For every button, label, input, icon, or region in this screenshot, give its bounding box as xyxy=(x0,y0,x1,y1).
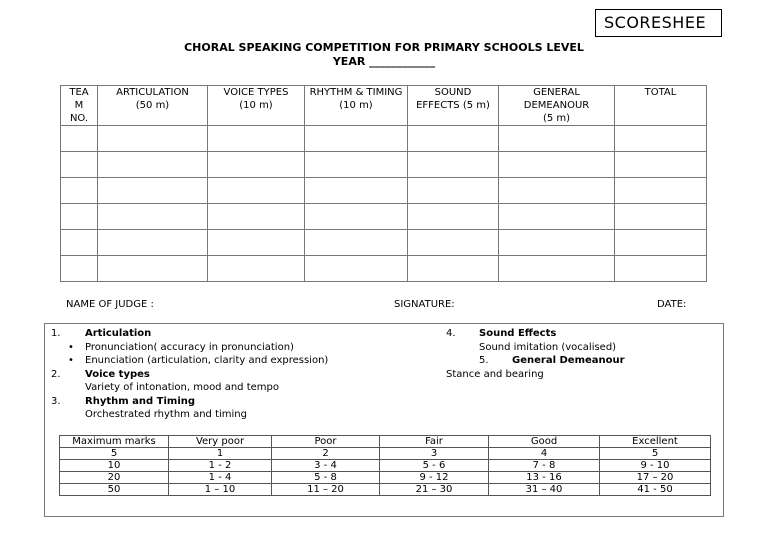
score-entry-cell xyxy=(408,178,499,204)
marks-cell: 4 xyxy=(489,448,600,460)
marks-cell: 17 – 20 xyxy=(600,472,711,484)
marks-cell: 10 xyxy=(60,460,169,472)
criterion-5-detail: Stance and bearing xyxy=(446,369,544,380)
score-entry-cell xyxy=(305,126,408,152)
score-entry-cell xyxy=(98,178,208,204)
marks-cell: 31 – 40 xyxy=(489,484,600,496)
score-entry-cell xyxy=(499,126,615,152)
score-entry-row xyxy=(61,152,707,178)
criterion-3-number: 3. xyxy=(51,396,61,407)
score-entry-cell xyxy=(499,256,615,282)
marks-cell: 1 – 10 xyxy=(169,484,272,496)
marks-table-header-row xyxy=(60,436,711,448)
score-entry-cell xyxy=(208,204,305,230)
criterion-1-detail-2: Enunciation (articulation, clarity and expression) xyxy=(85,355,329,366)
score-entry-cell xyxy=(305,152,408,178)
criterion-2-number: 2. xyxy=(51,369,61,380)
marks-cell: 21 – 30 xyxy=(380,484,489,496)
score-entry-row xyxy=(61,178,707,204)
score-entry-cell xyxy=(98,126,208,152)
signature-label: SIGNATURE: xyxy=(394,299,455,310)
marks-header-cell: Maximum marks xyxy=(60,436,169,448)
score-entry-cell xyxy=(61,126,98,152)
score-entry-cell xyxy=(61,152,98,178)
score-entry-cell xyxy=(615,152,707,178)
criterion-5-title: General Demeanour xyxy=(512,355,625,366)
score-table xyxy=(60,85,707,282)
bullet-icon: • xyxy=(68,342,74,353)
score-entry-cell xyxy=(499,204,615,230)
criterion-1-title: Articulation xyxy=(85,328,152,339)
criterion-5-number: 5. xyxy=(479,355,489,366)
marks-cell: 11 – 20 xyxy=(272,484,380,496)
score-entry-cell xyxy=(615,178,707,204)
marks-cell: 5 - 8 xyxy=(272,472,380,484)
score-entry-cell xyxy=(98,152,208,178)
score-entry-cell xyxy=(208,256,305,282)
score-entry-cell xyxy=(208,152,305,178)
bullet-icon: • xyxy=(68,355,74,366)
criterion-1-number: 1. xyxy=(51,328,61,339)
marks-row xyxy=(60,484,711,496)
criterion-1-detail-1: Pronunciation( accuracy in pronunciation) xyxy=(85,342,294,353)
criterion-4-detail: Sound imitation (vocalised) xyxy=(479,342,617,353)
score-entry-cell xyxy=(408,126,499,152)
marks-cell: 9 - 12 xyxy=(380,472,489,484)
marks-cell: 41 - 50 xyxy=(600,484,711,496)
score-entry-cell xyxy=(499,152,615,178)
marks-row xyxy=(60,448,711,460)
score-entry-cell xyxy=(408,152,499,178)
marks-header-cell: Fair xyxy=(380,436,489,448)
criterion-4-title: Sound Effects xyxy=(479,328,557,339)
score-entry-cell xyxy=(98,230,208,256)
marks-row xyxy=(60,472,711,484)
score-entry-cell xyxy=(208,126,305,152)
header-team-no: TEA M NO. xyxy=(61,86,98,126)
header-sound-effects: SOUND EFFECTS (5 m) xyxy=(408,86,499,126)
criterion-3-title: Rhythm and Timing xyxy=(85,396,196,407)
score-entry-cell xyxy=(98,256,208,282)
marks-header-cell: Very poor xyxy=(169,436,272,448)
score-entry-cell xyxy=(615,126,707,152)
score-entry-cell xyxy=(208,230,305,256)
marks-cell: 20 xyxy=(60,472,169,484)
header-total: TOTAL xyxy=(615,86,707,126)
score-entry-cell xyxy=(61,230,98,256)
scoresheet-label: SCORESHEE xyxy=(595,9,722,37)
header-voice-types: VOICE TYPES (10 m) xyxy=(208,86,305,126)
score-entry-cell xyxy=(208,178,305,204)
marks-cell: 2 xyxy=(272,448,380,460)
score-entry-cell xyxy=(61,256,98,282)
criterion-4-number: 4. xyxy=(446,328,456,339)
marks-header-cell: Excellent xyxy=(600,436,711,448)
score-entry-row xyxy=(61,256,707,282)
score-entry-cell xyxy=(408,204,499,230)
criterion-3-detail: Orchestrated rhythm and timing xyxy=(85,409,247,420)
score-entry-row xyxy=(61,126,707,152)
score-entry-cell xyxy=(615,204,707,230)
year-line: YEAR ____________ xyxy=(332,55,436,68)
score-entry-cell xyxy=(61,178,98,204)
marks-cell: 1 - 2 xyxy=(169,460,272,472)
marks-row xyxy=(60,460,711,472)
score-entry-cell xyxy=(615,256,707,282)
page-title: CHORAL SPEAKING COMPETITION FOR PRIMARY SCHOOLS LEVEL xyxy=(184,41,584,54)
score-entry-row xyxy=(61,230,707,256)
score-entry-cell xyxy=(305,204,408,230)
marks-cell: 5 xyxy=(60,448,169,460)
score-entry-cell xyxy=(499,230,615,256)
header-general-demeanour: GENERAL DEMEANOUR (5 m) xyxy=(499,86,615,126)
criterion-2-title: Voice types xyxy=(85,369,150,380)
score-table-header-row xyxy=(61,86,707,126)
marks-cell: 50 xyxy=(60,484,169,496)
score-entry-cell xyxy=(615,230,707,256)
header-articulation: ARTICULATION (50 m) xyxy=(98,86,208,126)
score-entry-cell xyxy=(305,256,408,282)
judge-name-label: NAME OF JUDGE : xyxy=(66,299,154,310)
date-label: DATE: xyxy=(657,299,687,310)
marks-cell: 3 - 4 xyxy=(272,460,380,472)
score-entry-cell xyxy=(305,230,408,256)
marks-cell: 7 - 8 xyxy=(489,460,600,472)
score-entry-cell xyxy=(408,230,499,256)
score-entry-row xyxy=(61,204,707,230)
score-entry-cell xyxy=(98,204,208,230)
score-entry-cell xyxy=(408,256,499,282)
score-entry-cell xyxy=(305,178,408,204)
marks-table xyxy=(59,435,711,496)
marks-header-cell: Poor xyxy=(272,436,380,448)
marks-header-cell: Good xyxy=(489,436,600,448)
marks-cell: 1 - 4 xyxy=(169,472,272,484)
marks-cell: 5 xyxy=(600,448,711,460)
marks-cell: 13 - 16 xyxy=(489,472,600,484)
marks-cell: 3 xyxy=(380,448,489,460)
header-rhythm-timing: RHYTHM & TIMING (10 m) xyxy=(305,86,408,126)
marks-cell: 9 - 10 xyxy=(600,460,711,472)
marks-cell: 1 xyxy=(169,448,272,460)
score-entry-cell xyxy=(499,178,615,204)
marks-cell: 5 - 6 xyxy=(380,460,489,472)
score-entry-cell xyxy=(61,204,98,230)
criterion-2-detail: Variety of intonation, mood and tempo xyxy=(85,382,279,393)
